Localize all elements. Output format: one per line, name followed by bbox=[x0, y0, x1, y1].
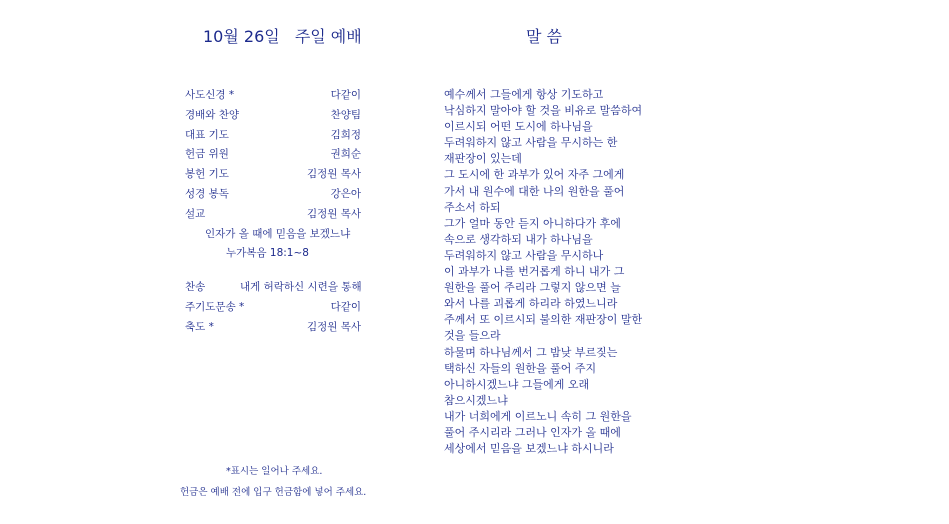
service-date: 10월 26일 bbox=[203, 27, 280, 46]
order-row bbox=[185, 167, 361, 187]
standing-note: *표시는 일어나 주세요. bbox=[226, 466, 323, 477]
sermon-line: 이 과부가 나를 번거롭게 하니 내가 그 bbox=[444, 265, 625, 279]
order-value: 김정원 목사 bbox=[306, 320, 361, 333]
order-value: 다같이 bbox=[330, 300, 361, 313]
sermon-title: 인자가 올 때에 믿음을 보겠느냐 bbox=[205, 227, 351, 240]
order-label: 헌금 위원 bbox=[185, 148, 229, 161]
order-row bbox=[185, 280, 361, 300]
order-value: 김희정 bbox=[330, 128, 361, 141]
sermon-heading: 말 씀 bbox=[526, 27, 562, 46]
sermon-line: 풀어 주시리라 그러나 인자가 올 때에 bbox=[444, 425, 621, 439]
order-value: 다같이 bbox=[330, 89, 361, 101]
order-value: 김정원 목사 bbox=[306, 207, 361, 220]
order-row bbox=[185, 187, 361, 207]
sermon-line: 주소서 하되 bbox=[444, 200, 501, 214]
order-value: 권희순 bbox=[330, 148, 361, 161]
sermon-line: 두려워하지 않고 사람을 무시하는 한 bbox=[444, 136, 618, 150]
sermon-line: 속으로 생각하되 내가 하나님을 bbox=[444, 232, 593, 246]
order-value: 찬양팀 bbox=[330, 108, 361, 121]
sermon-line: 아니하시겠느냐 그들에게 오래 bbox=[444, 377, 590, 391]
service-header bbox=[203, 24, 372, 47]
order-row bbox=[185, 320, 361, 340]
sermon-line: 것을 들으라 bbox=[444, 329, 501, 343]
sermon-line: 가서 내 원수에 대한 나의 원한을 풀어 bbox=[444, 184, 625, 198]
order-label: 봉헌 기도 bbox=[185, 168, 229, 181]
order-label: 경배와 찬양 bbox=[185, 108, 240, 121]
order-value: 강은아 bbox=[330, 187, 361, 200]
order-label: 사도신경 * bbox=[185, 89, 235, 101]
order-row bbox=[185, 128, 361, 148]
sermon-line: 내가 너희에게 이르노니 속히 그 원한을 bbox=[444, 409, 632, 423]
order-label: 대표 기도 bbox=[185, 128, 229, 141]
service-name: 주일 예배 bbox=[294, 27, 362, 46]
order-label: 설교 bbox=[185, 207, 206, 220]
sermon-line: 참으시겠느냐 bbox=[444, 393, 508, 407]
hymn-title: 내게 허락하신 시련을 통해 bbox=[240, 281, 362, 294]
sermon-line: 재판장이 있는데 bbox=[444, 152, 522, 166]
sermon-line: 낙심하지 말아야 할 것을 비유로 말씀하여 bbox=[444, 104, 643, 118]
order-row bbox=[185, 147, 361, 167]
sermon-line: 주께서 또 이르시되 불의한 재판장이 말한 bbox=[444, 313, 643, 327]
scripture-row bbox=[185, 246, 361, 266]
order-row bbox=[185, 300, 361, 320]
order-row bbox=[185, 88, 361, 108]
sermon-line: 두려워하지 않고 사람을 무시하나 bbox=[444, 248, 604, 262]
sermon-title-row bbox=[185, 227, 361, 247]
order-label: 주기도문송 * bbox=[185, 300, 245, 313]
sermon-line: 택하신 자들의 원한을 풀어 주지 bbox=[444, 361, 597, 375]
sermon-text bbox=[444, 87, 642, 457]
sermon-line: 예수께서 그들에게 항상 기도하고 bbox=[444, 88, 604, 101]
offering-note: 헌금은 예배 전에 입구 헌금함에 넣어 주세요. bbox=[180, 487, 367, 498]
sermon-line: 그 도시에 한 과부가 있어 자주 그에게 bbox=[444, 168, 625, 182]
order-label: 찬송 bbox=[185, 281, 206, 294]
sermon-line: 세상에서 믿음을 보겠느냐 하시니라 bbox=[444, 442, 614, 456]
sermon-line: 이르시되 어떤 도시에 하나님을 bbox=[444, 120, 593, 134]
order-of-service bbox=[185, 88, 361, 340]
order-value: 김정원 목사 bbox=[306, 168, 361, 181]
sermon-line: 하물며 하나님께서 그 밤낮 부르짖는 bbox=[444, 345, 618, 359]
sermon-line: 원한을 풀어 주리라 그렇지 않으면 늘 bbox=[444, 281, 621, 295]
sermon-line: 그가 얼마 동안 듣지 아니하다가 후에 bbox=[444, 216, 621, 230]
order-row bbox=[185, 207, 361, 227]
order-label: 축도 * bbox=[185, 320, 214, 333]
order-label: 성경 봉독 bbox=[185, 187, 229, 200]
sermon-line: 와서 나를 괴롭게 하리라 하였느니라 bbox=[444, 297, 618, 311]
scripture-reference: 누가복음 18:1~8 bbox=[226, 247, 309, 260]
order-row bbox=[185, 108, 361, 128]
